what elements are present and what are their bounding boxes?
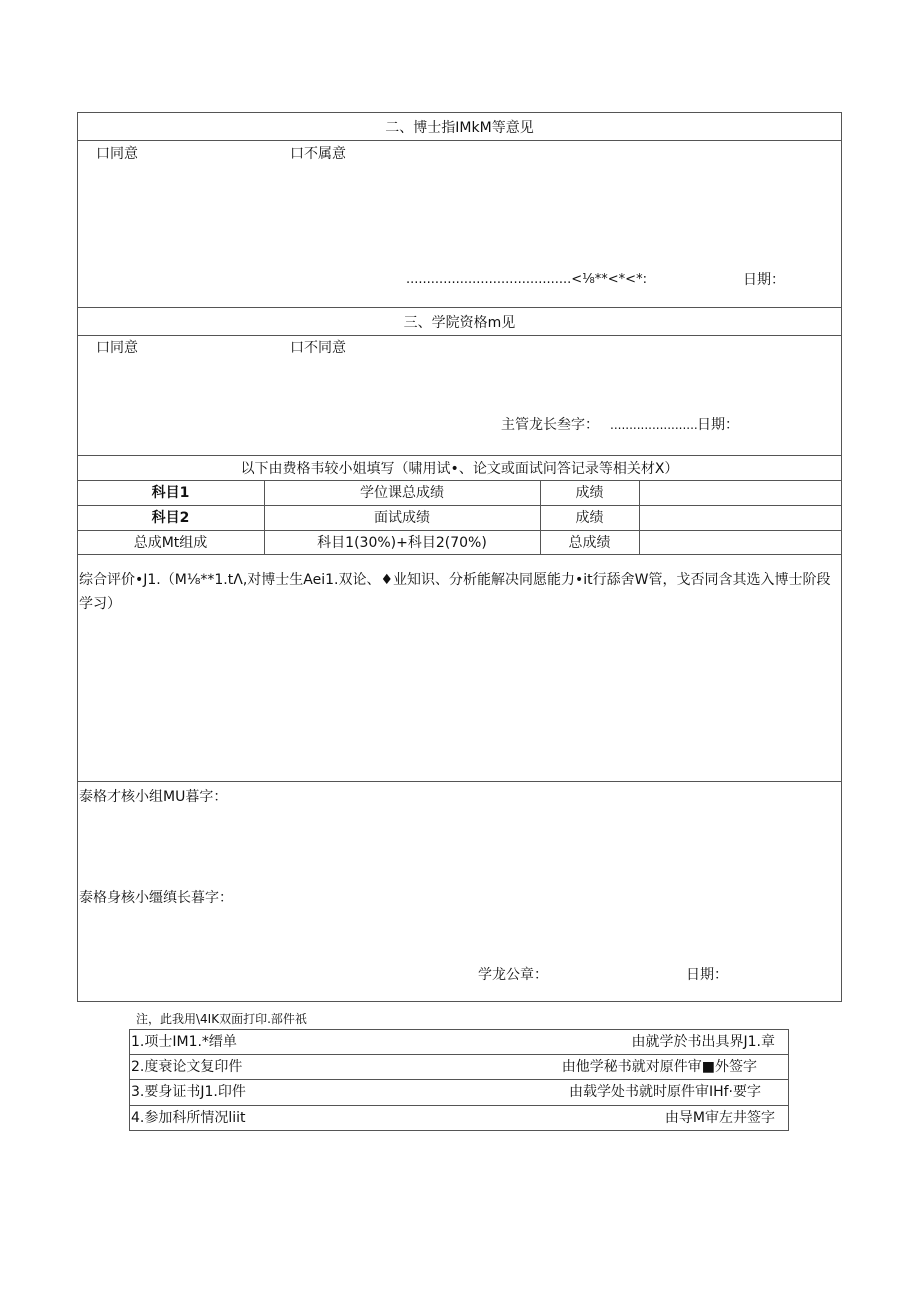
score-row3-item: 科目1(30%)+科目2(70%)	[317, 535, 487, 551]
section2-signature-line: ........................................<⅛**<*<*:	[406, 272, 647, 287]
college-seal-label: 学龙公章：	[478, 967, 548, 983]
evaluation-instruction: 综合评价•J1.（M⅛**1.tΛ,对博士生Aei1.双论、♦业知识、分析能解决同愿能力•it行舔舍W管，戈否同含其选入博士阶段学习）	[79, 572, 831, 612]
score-row3-label: 总成绩	[568, 535, 611, 551]
divider	[77, 455, 842, 456]
score-row3-value[interactable]	[645, 534, 835, 552]
score-row2-subject: 科目2	[151, 510, 190, 526]
divider	[129, 1105, 789, 1106]
section3-agree-checkbox[interactable]: 口同意	[96, 340, 138, 356]
review-leader-signature: 泰格身核小缰缜长暮字：	[79, 890, 233, 906]
attachment-item-3-note: 由载学处书就时原件审IHf·要字	[568, 1084, 761, 1100]
section2-disagree-checkbox[interactable]: 口不属意	[290, 146, 346, 162]
divider	[129, 1054, 789, 1055]
fill-instruction: 以下由费格韦较小姐填写（啸用试•、论文或面试问答记录等相关材X）	[240, 461, 679, 477]
attachment-item-4: 4.参加科所情况liit	[131, 1110, 246, 1126]
score-row3-subject: 总成Mt组成	[133, 535, 208, 551]
attachment-item-2-note: 由他学秘书就对原件审■外签字	[561, 1059, 757, 1075]
section2-title: 二、博士指IMkM等意见	[385, 120, 534, 136]
section2-date-label: 日期：	[743, 272, 785, 288]
section3-disagree-checkbox[interactable]: 口不同意	[290, 340, 346, 356]
section3-title: 三、学院资格m见	[403, 315, 516, 331]
attachment-item-2: 2.度衰论文复印件	[131, 1059, 243, 1075]
section3-signature-label: 主管龙长叁字：	[501, 417, 599, 433]
divider	[77, 335, 842, 336]
attachment-item-3: 3.要身证书J1.印件	[131, 1084, 246, 1100]
divider	[639, 480, 640, 554]
divider	[77, 307, 842, 308]
section2-agree-checkbox[interactable]: 口同意	[96, 146, 138, 162]
score-row1-subject: 科目1	[151, 485, 190, 501]
form-table	[77, 112, 842, 1002]
attachment-item-4-note: 由导M审左井签字	[664, 1110, 775, 1126]
score-row1-label: 成绩	[575, 485, 604, 501]
divider	[77, 480, 842, 481]
review-group-signature: 泰格才核小组MU暮字：	[79, 789, 228, 805]
attachment-item-1: 1.项士IM1.*缙单	[131, 1034, 237, 1050]
section3-date-label: 日期：	[697, 417, 739, 433]
section3-signature-dots: .......................	[610, 418, 698, 432]
score-row1-item: 学位课总成绩	[360, 485, 444, 501]
divider	[77, 530, 842, 531]
note-title: 注，此我用\4IK双面打印.部件祇	[136, 1012, 307, 1026]
score-row2-label: 成绩	[575, 510, 604, 526]
divider	[77, 505, 842, 506]
divider	[77, 781, 842, 782]
review-date-label: 日期：	[686, 967, 728, 983]
divider	[129, 1079, 789, 1080]
attachment-item-1-note: 由就学於书出具界J1.章	[631, 1034, 775, 1050]
score-row2-value[interactable]	[645, 509, 835, 527]
divider	[77, 140, 842, 141]
score-row1-value[interactable]	[645, 484, 835, 502]
score-row2-item: 面试成绩	[374, 510, 430, 526]
divider	[77, 554, 842, 555]
